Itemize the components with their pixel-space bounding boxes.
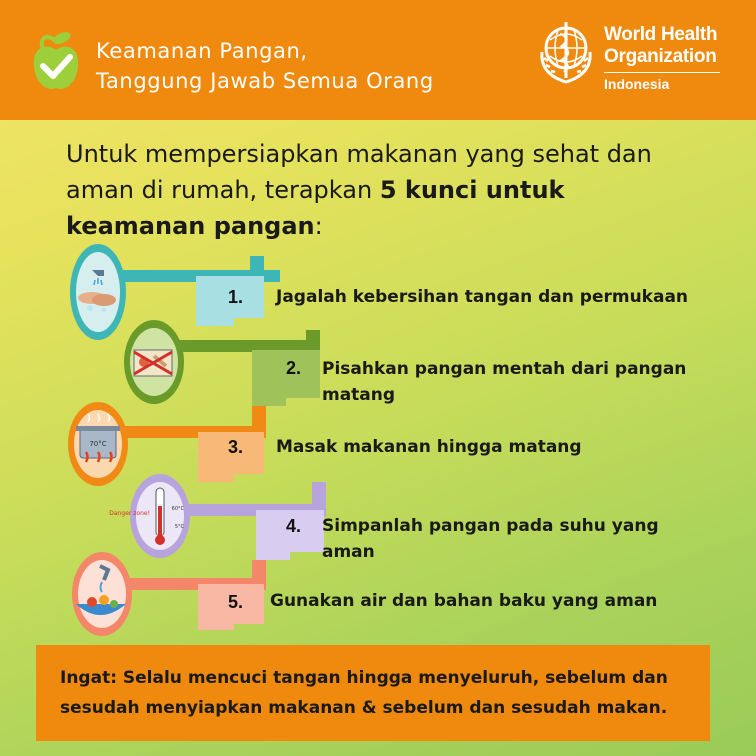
step-4-line1: Simpanlah pangan pada suhu yang — [322, 516, 659, 536]
reminder-box — [36, 645, 710, 741]
step-3-text — [276, 434, 736, 460]
header-title-line1: Keamanan Pangan, — [96, 39, 308, 63]
pot-temp-label: 70°C — [89, 440, 107, 448]
who-name-line2: Organization — [604, 46, 717, 67]
step-3-line1: Masak makanan hingga matang — [276, 437, 582, 457]
step-1-line1: Jagalah kebersihan tangan dan permukaan — [276, 287, 689, 307]
reminder-text: Ingat: Selalu mencuci tangan hingga menyeluruh, sebelum dan sesudah menyiapkan makanan & sebelum dan sesudah makan. — [60, 668, 668, 718]
step-2-text — [322, 356, 732, 408]
temp-low-label: 5°C — [174, 524, 184, 530]
separate-food-icon — [134, 350, 172, 376]
step-4-line2: aman — [322, 542, 375, 562]
intro-part1: Untuk mempersiapkan makanan yang sehat dan aman di rumah, terapkan — [66, 140, 652, 204]
step-2-number: 2. — [286, 358, 302, 378]
who-country: Indonesia — [604, 76, 670, 92]
step-5-text — [270, 588, 740, 614]
intro-emphasis: 5 kunci untuk keamanan pangan — [66, 176, 565, 240]
step-5-number: 5. — [228, 592, 244, 612]
step-3-number: 3. — [228, 437, 244, 457]
step-4-text — [322, 513, 732, 565]
who-name-line1: World Health — [604, 24, 718, 45]
step-4-number: 4. — [286, 516, 302, 536]
temp-high-label: 60°C — [171, 506, 184, 512]
header-title-line2: Tanggung Jawab Semua Orang — [96, 69, 434, 93]
step-5-line1: Gunakan air dan bahan baku yang aman — [270, 591, 658, 611]
step-2-line1: Pisahkan pangan mentah dari pangan — [322, 359, 687, 379]
danger-zone-label: Danger zone! — [109, 510, 150, 517]
key-1 — [70, 244, 280, 340]
intro-end: : — [314, 212, 323, 240]
step-1-text — [276, 284, 736, 310]
step-2-line2: matang — [322, 385, 396, 405]
step-1-number: 1. — [228, 287, 244, 307]
